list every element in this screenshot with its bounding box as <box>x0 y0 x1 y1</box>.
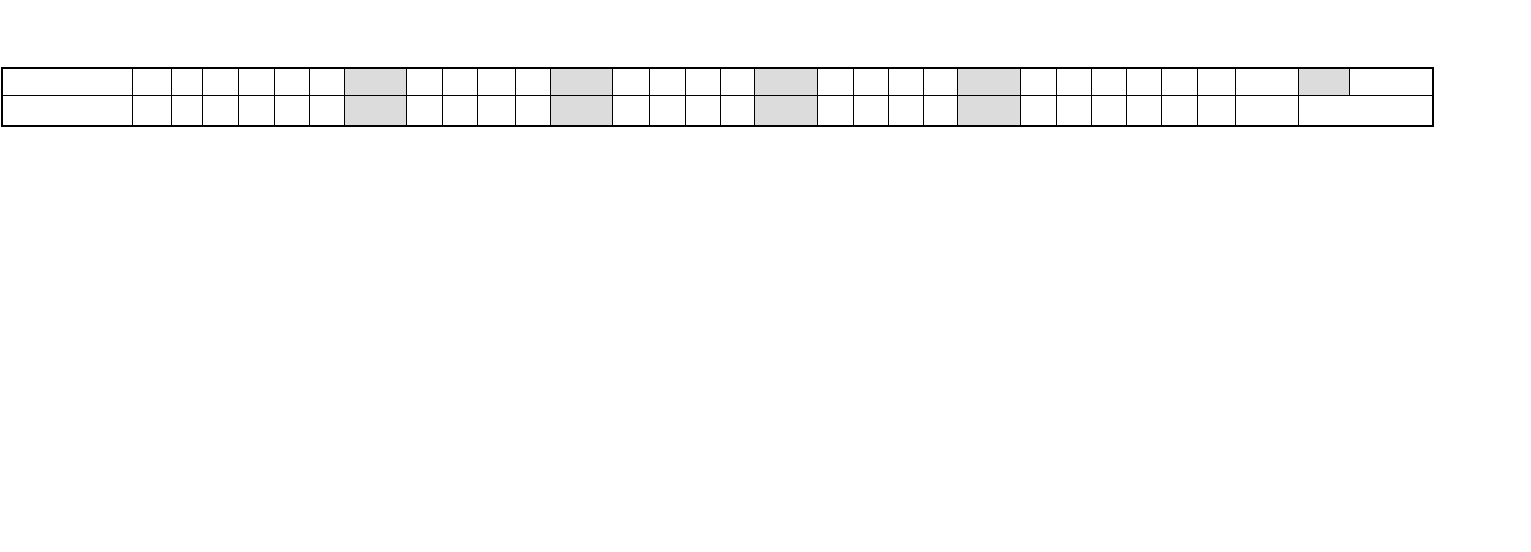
time-cell <box>853 95 888 126</box>
column-header <box>957 68 1020 95</box>
class-code <box>171 95 202 126</box>
time-cell <box>274 95 309 126</box>
time-cell <box>1197 95 1235 126</box>
subtotal-cell <box>344 95 406 126</box>
column-header <box>550 68 612 95</box>
column-header <box>1298 68 1349 95</box>
column-header <box>685 68 720 95</box>
subtotal-cell <box>550 95 612 126</box>
time-cell <box>202 95 238 126</box>
event-heading <box>4 0 78 16</box>
time-cell <box>817 95 853 126</box>
subtotal-cell <box>957 95 1020 126</box>
column-header <box>720 68 754 95</box>
column-header <box>2 68 132 95</box>
column-header <box>1161 68 1197 95</box>
results-table <box>1 67 1434 127</box>
header-row <box>2 68 1433 95</box>
column-header <box>1235 68 1298 95</box>
column-header <box>515 68 550 95</box>
time-cell <box>1091 95 1126 126</box>
column-header <box>1056 68 1091 95</box>
time-cell <box>612 95 649 126</box>
time-cell <box>1020 95 1056 126</box>
time-cell <box>477 95 515 126</box>
time-cell <box>406 95 442 126</box>
column-header <box>274 68 309 95</box>
column-header <box>1197 68 1235 95</box>
column-header <box>817 68 853 95</box>
column-header <box>406 68 442 95</box>
time-cell <box>923 95 957 126</box>
competitor-name <box>2 95 132 126</box>
column-header <box>923 68 957 95</box>
time-cell <box>309 95 344 126</box>
column-header <box>132 68 171 95</box>
novice-flag <box>132 95 171 126</box>
time-cell <box>888 95 923 126</box>
time-cell <box>649 95 685 126</box>
column-header <box>238 68 274 95</box>
column-header <box>344 68 406 95</box>
column-header <box>853 68 888 95</box>
time-cell <box>685 95 720 126</box>
competitor-row <box>2 95 1433 126</box>
time-cell <box>442 95 477 126</box>
column-header <box>309 68 344 95</box>
time-cell <box>515 95 550 126</box>
time-cell <box>1161 95 1197 126</box>
column-header <box>612 68 649 95</box>
column-header <box>477 68 515 95</box>
column-header <box>171 68 202 95</box>
column-header <box>1126 68 1161 95</box>
subtotal-cell <box>754 95 817 126</box>
time-cell <box>1235 95 1298 126</box>
column-header <box>202 68 238 95</box>
column-header <box>1349 68 1433 95</box>
time-cell <box>720 95 754 126</box>
time-cell <box>1056 95 1091 126</box>
time-cell <box>238 95 274 126</box>
column-header <box>442 68 477 95</box>
column-header <box>1091 68 1126 95</box>
column-header <box>649 68 685 95</box>
column-header <box>888 68 923 95</box>
time-cell <box>1126 95 1161 126</box>
column-header <box>1020 68 1056 95</box>
column-header <box>754 68 817 95</box>
